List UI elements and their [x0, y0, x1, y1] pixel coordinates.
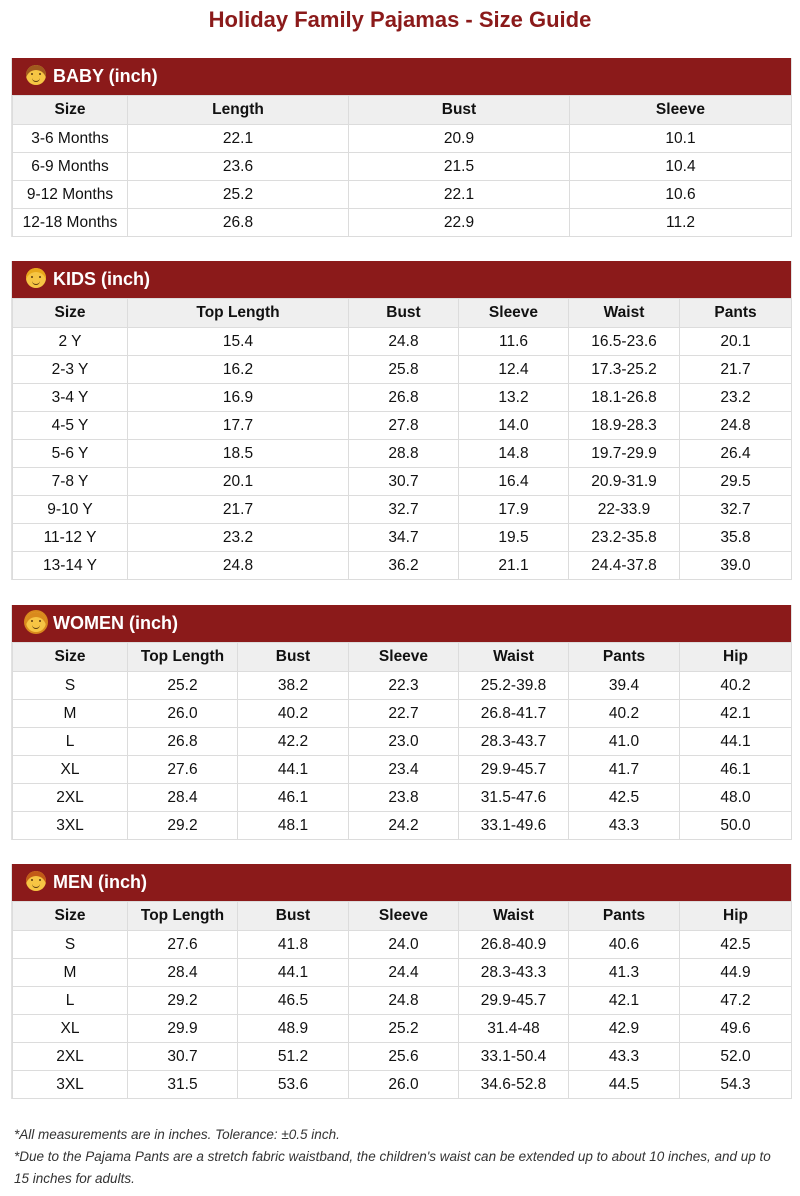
section-header-men — [12, 864, 791, 901]
measurement-cell: 28.4 — [128, 784, 238, 812]
measurement-cell: 42.2 — [238, 728, 349, 756]
column-header: Waist — [459, 643, 569, 672]
measurement-cell: 31.5-47.6 — [459, 784, 569, 812]
table-row — [13, 728, 792, 756]
measurement-cell: 30.7 — [128, 1043, 238, 1071]
table-body — [13, 672, 792, 840]
table-row — [13, 1071, 792, 1099]
size-cell: 9-12 Months — [13, 181, 128, 209]
measurement-cell: 28.3-43.7 — [459, 728, 569, 756]
measurement-cell: 39.4 — [569, 672, 680, 700]
measurement-cell: 25.8 — [349, 356, 459, 384]
measurement-cell: 31.5 — [128, 1071, 238, 1099]
measurement-cell: 42.1 — [569, 987, 680, 1015]
measurement-cell: 54.3 — [680, 1071, 792, 1099]
measurement-cell: 24.8 — [349, 987, 459, 1015]
measurement-cell: 23.2-35.8 — [569, 524, 680, 552]
measurement-cell: 23.2 — [680, 384, 792, 412]
measurement-cell: 53.6 — [238, 1071, 349, 1099]
measurement-cell: 26.8-40.9 — [459, 931, 569, 959]
size-table-women — [12, 642, 792, 840]
measurement-cell: 23.0 — [349, 728, 459, 756]
measurement-cell: 28.8 — [349, 440, 459, 468]
measurement-cell: 18.1-26.8 — [569, 384, 680, 412]
table-row — [13, 468, 792, 496]
column-header: Hip — [680, 643, 792, 672]
measurement-cell: 25.2 — [128, 672, 238, 700]
size-cell: XL — [13, 1015, 128, 1043]
size-table-baby — [12, 95, 792, 237]
table-row — [13, 756, 792, 784]
measurement-cell: 41.7 — [569, 756, 680, 784]
man-face-icon — [26, 871, 46, 891]
measurement-cell: 46.1 — [680, 756, 792, 784]
size-cell: 6-9 Months — [13, 153, 128, 181]
measurement-cell: 46.5 — [238, 987, 349, 1015]
measurement-cell: 33.1-50.4 — [459, 1043, 569, 1071]
woman-face-icon — [26, 612, 46, 632]
size-cell: 2XL — [13, 1043, 128, 1071]
measurement-cell: 41.3 — [569, 959, 680, 987]
size-cell: 12-18 Months — [13, 209, 128, 237]
section-header-kids — [12, 261, 791, 298]
measurement-cell: 24.2 — [349, 812, 459, 840]
table-body — [13, 125, 792, 237]
measurement-cell: 10.1 — [570, 125, 792, 153]
table-row — [13, 125, 792, 153]
size-cell: 2 Y — [13, 328, 128, 356]
measurement-cell: 44.1 — [238, 959, 349, 987]
measurement-cell: 48.9 — [238, 1015, 349, 1043]
section-title: WOMEN (inch) — [53, 613, 178, 633]
measurement-cell: 10.6 — [570, 181, 792, 209]
measurement-cell: 34.6-52.8 — [459, 1071, 569, 1099]
table-row — [13, 181, 792, 209]
section-header-women — [12, 605, 791, 642]
measurement-cell: 25.2 — [349, 1015, 459, 1043]
section-baby — [11, 58, 792, 237]
measurement-cell: 17.7 — [128, 412, 349, 440]
measurement-cell: 36.2 — [349, 552, 459, 580]
measurement-cell: 22-33.9 — [569, 496, 680, 524]
measurement-cell: 40.2 — [238, 700, 349, 728]
measurement-cell: 24.4-37.8 — [569, 552, 680, 580]
measurement-cell: 43.3 — [569, 812, 680, 840]
measurement-cell: 44.9 — [680, 959, 792, 987]
measurement-cell: 13.2 — [459, 384, 569, 412]
measurement-cell: 48.0 — [680, 784, 792, 812]
size-cell: 3-6 Months — [13, 125, 128, 153]
measurement-cell: 26.8 — [128, 728, 238, 756]
size-table-kids — [12, 298, 792, 580]
measurement-cell: 14.8 — [459, 440, 569, 468]
size-cell: L — [13, 728, 128, 756]
measurement-cell: 11.6 — [459, 328, 569, 356]
measurement-cell: 26.0 — [128, 700, 238, 728]
column-header: Sleeve — [570, 96, 792, 125]
measurement-cell: 32.7 — [349, 496, 459, 524]
measurement-cell: 23.8 — [349, 784, 459, 812]
measurement-cell: 22.7 — [349, 700, 459, 728]
table-row — [13, 784, 792, 812]
table-row — [13, 524, 792, 552]
measurement-cell: 18.9-28.3 — [569, 412, 680, 440]
table-row — [13, 700, 792, 728]
table-row — [13, 931, 792, 959]
table-row — [13, 1015, 792, 1043]
measurement-cell: 28.3-43.3 — [459, 959, 569, 987]
size-cell: 11-12 Y — [13, 524, 128, 552]
measurement-cell: 42.1 — [680, 700, 792, 728]
column-header: Length — [128, 96, 349, 125]
column-header: Sleeve — [459, 299, 569, 328]
measurement-cell: 16.4 — [459, 468, 569, 496]
measurement-cell: 41.0 — [569, 728, 680, 756]
measurement-cell: 19.5 — [459, 524, 569, 552]
measurement-cell: 16.5-23.6 — [569, 328, 680, 356]
measurement-cell: 29.9 — [128, 1015, 238, 1043]
column-header: Waist — [459, 902, 569, 931]
table-row — [13, 356, 792, 384]
size-cell: S — [13, 931, 128, 959]
measurement-cell: 29.2 — [128, 812, 238, 840]
measurement-cell: 31.4-48 — [459, 1015, 569, 1043]
column-header: Sleeve — [349, 643, 459, 672]
measurement-cell: 30.7 — [349, 468, 459, 496]
table-row — [13, 496, 792, 524]
measurement-cell: 26.8-41.7 — [459, 700, 569, 728]
measurement-cell: 22.1 — [349, 181, 570, 209]
table-header-row — [13, 96, 792, 125]
measurement-cell: 12.4 — [459, 356, 569, 384]
footnote: *Due to the Pajama Pants are a stretch fabric waistband, the children's waist can be extended up to about 10 inches, and up to 15 inches for adults. — [14, 1149, 771, 1186]
measurement-cell: 16.9 — [128, 384, 349, 412]
measurement-cell: 38.2 — [238, 672, 349, 700]
size-cell: 3XL — [13, 1071, 128, 1099]
column-header: Bust — [238, 643, 349, 672]
column-header: Pants — [569, 902, 680, 931]
measurement-cell: 16.2 — [128, 356, 349, 384]
measurement-cell: 23.6 — [128, 153, 349, 181]
column-header: Top Length — [128, 643, 238, 672]
column-header: Bust — [238, 902, 349, 931]
measurement-cell: 19.7-29.9 — [569, 440, 680, 468]
measurement-cell: 23.4 — [349, 756, 459, 784]
measurement-cell: 46.1 — [238, 784, 349, 812]
measurement-cell: 26.0 — [349, 1071, 459, 1099]
child-face-icon — [26, 268, 46, 288]
measurement-cell: 23.2 — [128, 524, 349, 552]
measurement-cell: 26.8 — [128, 209, 349, 237]
measurement-cell: 41.8 — [238, 931, 349, 959]
measurement-cell: 50.0 — [680, 812, 792, 840]
measurement-cell: 27.6 — [128, 931, 238, 959]
measurement-cell: 20.1 — [680, 328, 792, 356]
column-header: Size — [13, 902, 128, 931]
table-row — [13, 209, 792, 237]
section-title: MEN (inch) — [53, 872, 147, 892]
measurement-cell: 42.5 — [680, 931, 792, 959]
column-header: Waist — [569, 299, 680, 328]
measurement-cell: 21.7 — [128, 496, 349, 524]
measurement-cell: 35.8 — [680, 524, 792, 552]
measurement-cell: 34.7 — [349, 524, 459, 552]
size-cell: M — [13, 700, 128, 728]
table-row — [13, 552, 792, 580]
section-title: BABY (inch) — [53, 66, 158, 86]
measurement-cell: 24.8 — [680, 412, 792, 440]
measurement-cell: 44.1 — [680, 728, 792, 756]
measurement-cell: 40.6 — [569, 931, 680, 959]
size-cell: 2-3 Y — [13, 356, 128, 384]
measurement-cell: 42.9 — [569, 1015, 680, 1043]
size-cell: 3XL — [13, 812, 128, 840]
column-header: Sleeve — [349, 902, 459, 931]
baby-face-icon — [26, 65, 46, 85]
measurement-cell: 29.5 — [680, 468, 792, 496]
measurement-cell: 21.7 — [680, 356, 792, 384]
table-header-row — [13, 902, 792, 931]
measurement-cell: 48.1 — [238, 812, 349, 840]
measurement-cell: 24.0 — [349, 931, 459, 959]
size-cell: 13-14 Y — [13, 552, 128, 580]
measurement-cell: 25.2 — [128, 181, 349, 209]
column-header: Top Length — [128, 902, 238, 931]
column-header: Size — [13, 96, 128, 125]
measurement-cell: 32.7 — [680, 496, 792, 524]
size-cell: 7-8 Y — [13, 468, 128, 496]
size-cell: 3-4 Y — [13, 384, 128, 412]
size-cell: 5-6 Y — [13, 440, 128, 468]
column-header: Pants — [680, 299, 792, 328]
table-row — [13, 412, 792, 440]
measurement-cell: 44.5 — [569, 1071, 680, 1099]
table-row — [13, 672, 792, 700]
column-header: Bust — [349, 299, 459, 328]
measurement-cell: 24.4 — [349, 959, 459, 987]
measurement-cell: 20.9 — [349, 125, 570, 153]
table-row — [13, 987, 792, 1015]
measurement-cell: 24.8 — [349, 328, 459, 356]
size-cell: 4-5 Y — [13, 412, 128, 440]
measurement-cell: 21.5 — [349, 153, 570, 181]
footnotes — [14, 1124, 786, 1190]
measurement-cell: 52.0 — [680, 1043, 792, 1071]
measurement-cell: 11.2 — [570, 209, 792, 237]
measurement-cell: 17.9 — [459, 496, 569, 524]
measurement-cell: 18.5 — [128, 440, 349, 468]
size-cell: 9-10 Y — [13, 496, 128, 524]
section-title: KIDS (inch) — [53, 269, 150, 289]
measurement-cell: 33.1-49.6 — [459, 812, 569, 840]
measurement-cell: 27.8 — [349, 412, 459, 440]
table-row — [13, 959, 792, 987]
measurement-cell: 29.2 — [128, 987, 238, 1015]
measurement-cell: 49.6 — [680, 1015, 792, 1043]
size-cell: 2XL — [13, 784, 128, 812]
measurement-cell: 24.8 — [128, 552, 349, 580]
measurement-cell: 22.9 — [349, 209, 570, 237]
column-header: Size — [13, 299, 128, 328]
measurement-cell: 42.5 — [569, 784, 680, 812]
table-row — [13, 328, 792, 356]
measurement-cell: 26.8 — [349, 384, 459, 412]
measurement-cell: 39.0 — [680, 552, 792, 580]
measurement-cell: 40.2 — [569, 700, 680, 728]
section-header-baby — [12, 58, 791, 95]
column-header: Size — [13, 643, 128, 672]
table-body — [13, 328, 792, 580]
measurement-cell: 21.1 — [459, 552, 569, 580]
column-header: Hip — [680, 902, 792, 931]
measurement-cell: 25.6 — [349, 1043, 459, 1071]
measurement-cell: 14.0 — [459, 412, 569, 440]
size-table-men — [12, 901, 792, 1099]
table-header-row — [13, 643, 792, 672]
size-cell: XL — [13, 756, 128, 784]
column-header: Pants — [569, 643, 680, 672]
table-row — [13, 384, 792, 412]
measurement-cell: 26.4 — [680, 440, 792, 468]
column-header: Top Length — [128, 299, 349, 328]
table-body — [13, 931, 792, 1099]
page-title: Holiday Family Pajamas - Size Guide — [208, 7, 592, 32]
measurement-cell: 20.1 — [128, 468, 349, 496]
measurement-cell: 29.9-45.7 — [459, 987, 569, 1015]
measurement-cell: 28.4 — [128, 959, 238, 987]
measurement-cell: 22.3 — [349, 672, 459, 700]
size-cell: M — [13, 959, 128, 987]
section-women — [11, 605, 792, 840]
measurement-cell: 17.3-25.2 — [569, 356, 680, 384]
table-row — [13, 1043, 792, 1071]
measurement-cell: 10.4 — [570, 153, 792, 181]
measurement-cell: 25.2-39.8 — [459, 672, 569, 700]
measurement-cell: 20.9-31.9 — [569, 468, 680, 496]
measurement-cell: 51.2 — [238, 1043, 349, 1071]
section-men — [11, 864, 792, 1099]
measurement-cell: 40.2 — [680, 672, 792, 700]
table-header-row — [13, 299, 792, 328]
size-cell: S — [13, 672, 128, 700]
table-row — [13, 440, 792, 468]
table-row — [13, 153, 792, 181]
table-row — [13, 812, 792, 840]
measurement-cell: 44.1 — [238, 756, 349, 784]
measurement-cell: 22.1 — [128, 125, 349, 153]
measurement-cell: 43.3 — [569, 1043, 680, 1071]
measurement-cell: 27.6 — [128, 756, 238, 784]
measurement-cell: 47.2 — [680, 987, 792, 1015]
footnote: *All measurements are in inches. Tolerance: ±0.5 inch. — [14, 1127, 340, 1142]
size-cell: L — [13, 987, 128, 1015]
measurement-cell: 15.4 — [128, 328, 349, 356]
column-header: Bust — [349, 96, 570, 125]
measurement-cell: 29.9-45.7 — [459, 756, 569, 784]
section-kids — [11, 261, 792, 580]
